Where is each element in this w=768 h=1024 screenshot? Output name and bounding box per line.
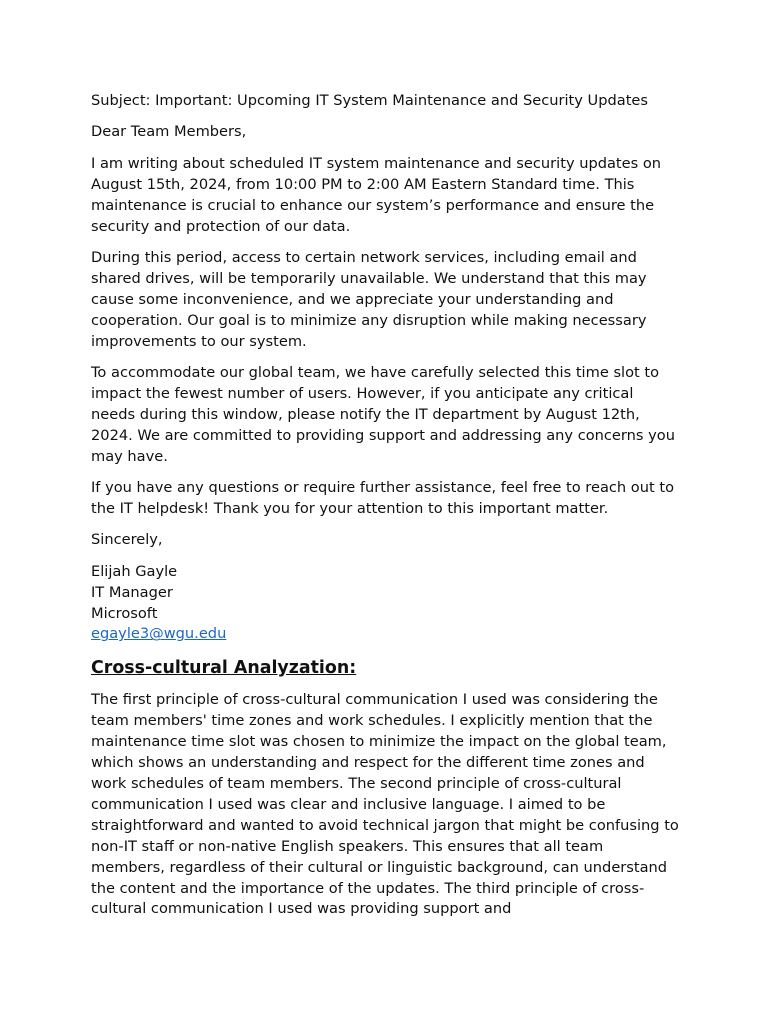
signature-name: Elijah Gayle (91, 562, 178, 580)
signature-title: IT Manager (91, 583, 173, 601)
body-paragraph-4: If you have any questions or require further assistance, feel free to reach out to the IT helpdesk! Thank you for your attention to this important matter. (91, 479, 675, 517)
analysis-heading: Cross-cultural Analyzation: (91, 657, 357, 678)
signature-block (91, 562, 681, 646)
closing: Sincerely, (91, 531, 163, 549)
body-paragraph-3: To accommodate our global team, we have carefully selected this time slot to impact the fewest number of users. However, if you anticipate any critical needs during this window, please notify the IT department by August 12th, 2024. We are committed to providing support and addressing any concerns you may have. (91, 363, 675, 465)
analysis-paragraph: The first principle of cross-cultural communication I used was considering the team members' time zones and work schedules. I explicitly mention that the maintenance time slot was chosen to minimize the impact on the global team, which shows an understanding and respect for the different time zones and work schedules of team members. The second principle of cross-cultural communication I used was clear and inclusive language. I aimed to be straightforward and wanted to avoid technical jargon that might be confusing to non-IT staff or non-native English speakers. This ensures that all team members, regardless of their cultural or linguistic background, can understand the content and the importance of the updates. The third principle of cross-cultural communication I used was providing support and (91, 691, 679, 918)
signature-email-link[interactable]: egayle3@wgu.edu (91, 625, 227, 643)
signature-company: Microsoft (91, 604, 158, 622)
body-paragraph-2: During this period, access to certain network services, including email and shared drives, will be temporarily unavailable. We understand that this may cause some inconvenience, and we appreciate your understanding and cooperation. Our goal is to minimize any disruption while making necessary improvements to our system. (91, 248, 647, 350)
document-page (91, 91, 681, 931)
greeting: Dear Team Members, (91, 123, 247, 141)
body-paragraph-1: I am writing about scheduled IT system maintenance and security updates on August 15th, 2024, from 10:00 PM to 2:00 AM Eastern Standard time. This maintenance is crucial to enhance our system’s performance and ensure the security and protection of our data. (91, 154, 662, 235)
email-subject: Subject: Important: Upcoming IT System Maintenance and Security Updates (91, 92, 648, 109)
